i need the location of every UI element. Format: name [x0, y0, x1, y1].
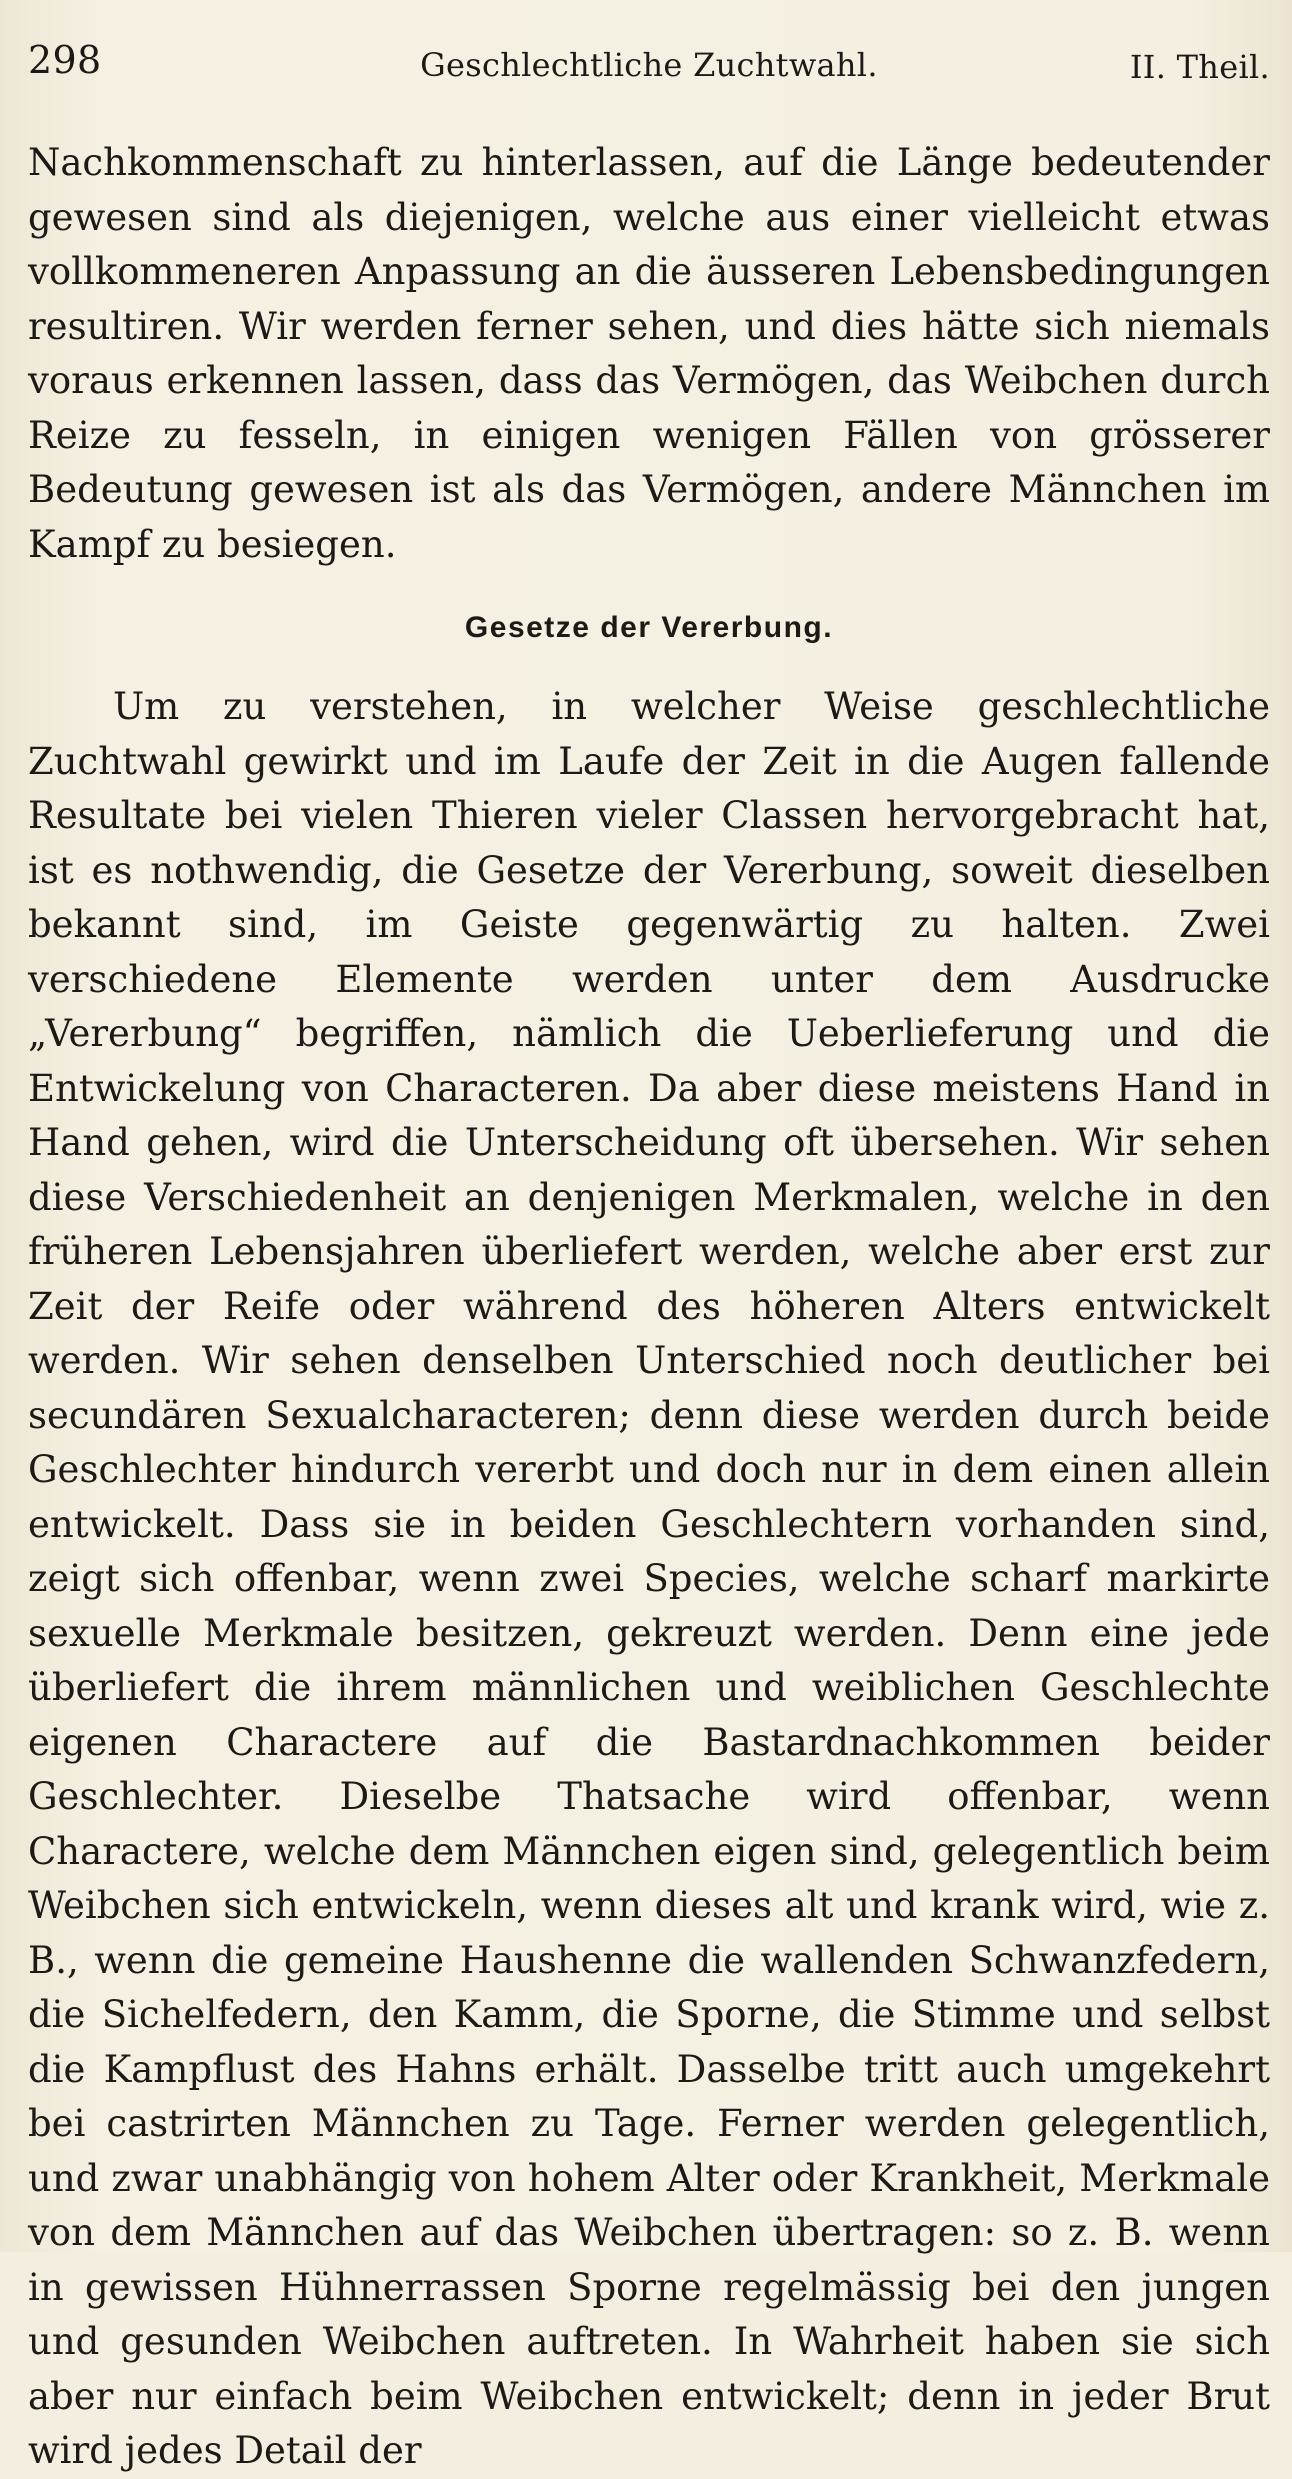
page-number: 298 [28, 38, 102, 82]
intro-paragraph: Nachkommenschaft zu hinterlassen, auf die Länge bedeutender gewesen sind als diejenigen, welche aus einer vielleicht etwas vollkommeneren Anpassung an die äusseren Lebensbedingungen resultiren. Wir werden ferner sehen, und dies hätte sich niemals voraus erkennen lassen, dass das Vermögen, das Weibchen durch Reize zu fesseln, in einigen wenigen Fällen von grösserer Bedeutung gewesen ist als das Vermögen, andere Männchen im Kampf zu besiegen. [28, 141, 1270, 566]
section-heading: Gesetze der Vererbung. [464, 611, 834, 644]
part-label: II. Theil. [1129, 48, 1270, 86]
body-text [28, 136, 1270, 2479]
running-title: Geschlechtliche Zuchtwahl. [420, 46, 878, 84]
running-head [28, 30, 1270, 90]
main-paragraph: Um zu verstehen, in welcher Weise geschlechtliche Zuchtwahl gewirkt und im Laufe der Zeit in die Augen fallende Resultate bei vielen Thieren vieler Classen hervorgebracht hat, ist es nothwendig, die Gesetze der Vererbung, soweit dieselben bekannt sind, im Geiste gegenwärtig zu halten. Zwei verschiedene Elemente werden unter dem Ausdrucke „Vererbung“ begriffen, nämlich die Ueberlieferung und die Entwickelung von Characteren. Da aber diese meistens Hand in Hand gehen, wird die Unterscheidung oft übersehen. Wir sehen diese Verschiedenheit an denjenigen Merkmalen, welche in den früheren Lebensjahren überliefert werden, welche aber erst zur Zeit der Reife oder während des höheren Alters entwickelt werden. Wir sehen denselben Unterschied noch deutlicher bei secundären Sexualcharacteren; denn diese werden durch beide Geschlechter hindurch vererbt und doch nur in dem einen allein entwickelt. Dass sie in beiden Geschlechtern vorhanden sind, zeigt sich offenbar, wenn zwei Species, welche scharf markirte sexuelle Merkmale besitzen, gekreuzt werden. Denn eine jede überliefert die ihrem männlichen und weiblichen Geschlechte eigenen Charactere auf die Bastardnachkommen beider Geschlechter. Dieselbe Thatsache wird offenbar, wenn Charactere, welche dem Männchen eigen sind, gelegentlich beim Weibchen sich entwickeln, wenn dieses alt und krank wird, wie z. B., wenn die gemeine Haushenne die wallenden Schwanzfedern, die Sichelfedern, den Kamm, die Sporne, die Stimme und selbst die Kampflust des Hahns erhält. Dasselbe tritt auch umgekehrt bei castrirten Männchen zu Tage. Ferner werden gelegentlich, und zwar unabhängig von hohem Alter oder Krankheit, Merkmale von dem Männchen auf das Weibchen übertragen: so z. B. wenn in gewissen Hühnerrassen Sporne regelmässig bei den jungen und gesunden Weibchen auftreten. In Wahrheit haben sie sich aber nur einfach beim Weibchen entwickelt; denn in jeder Brut wird jedes Detail der [28, 685, 1270, 2472]
